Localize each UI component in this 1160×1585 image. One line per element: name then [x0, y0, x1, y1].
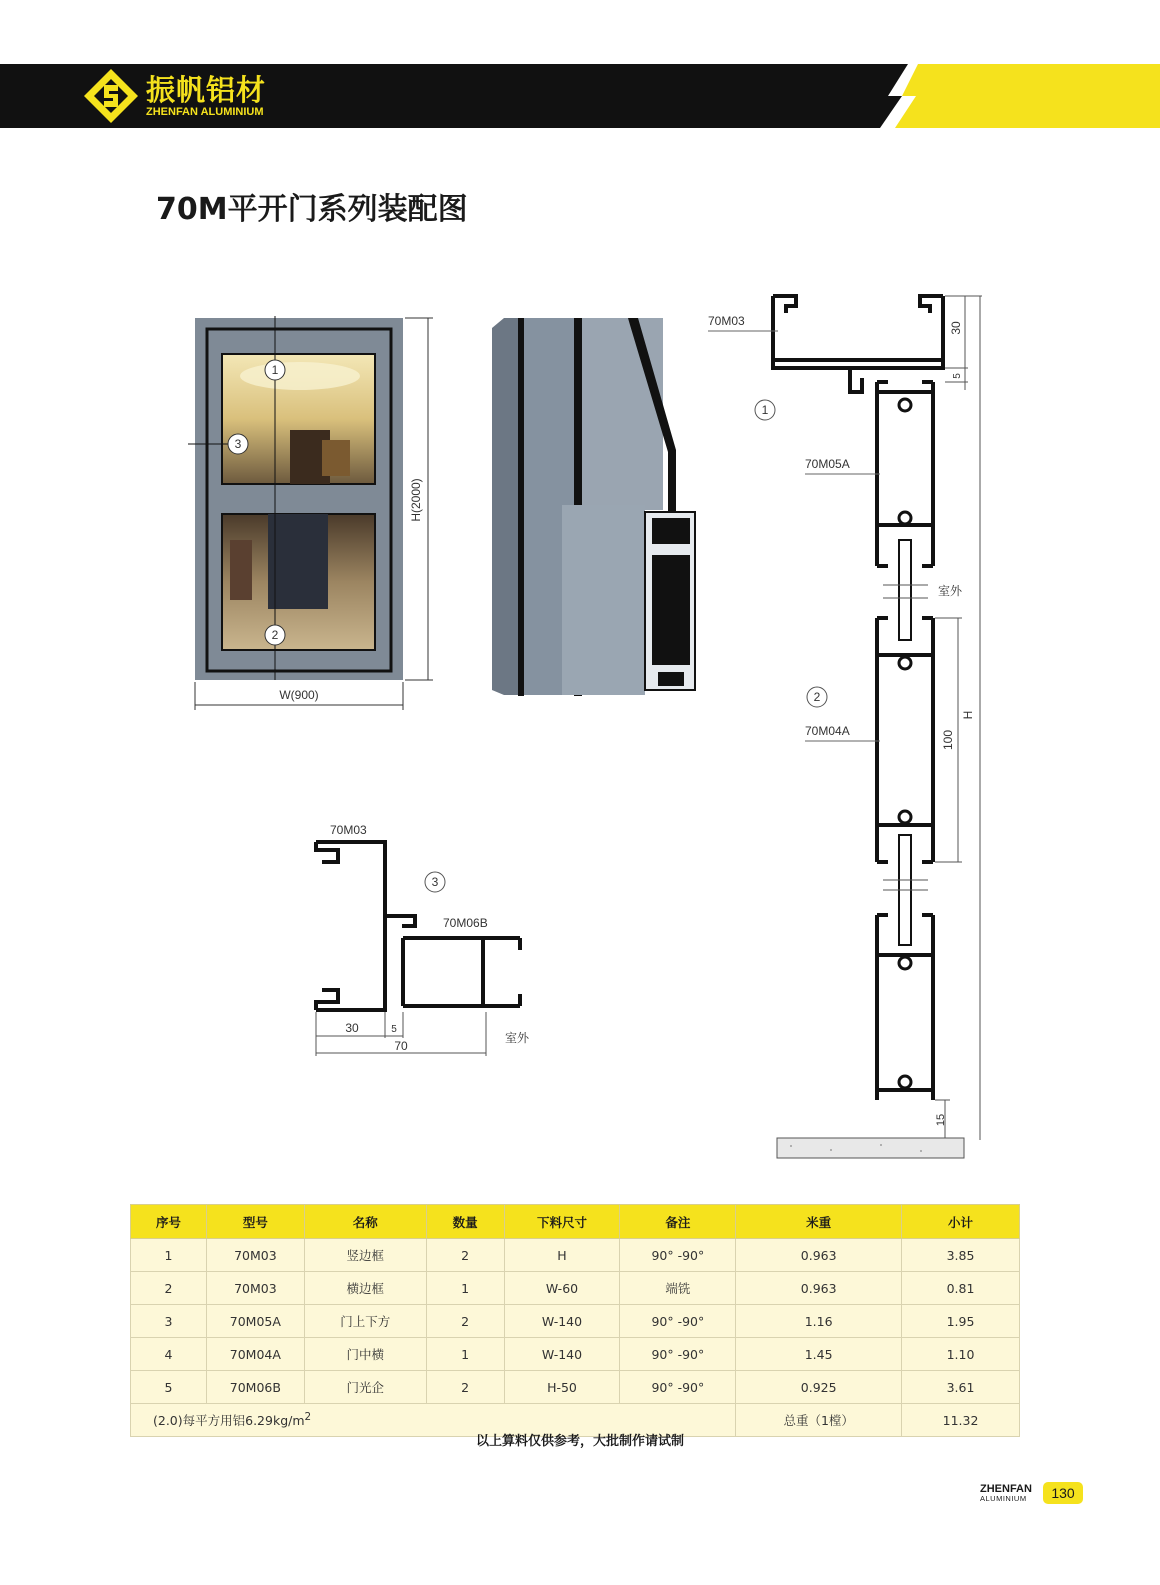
- total-weight-value: 11.32: [902, 1404, 1020, 1437]
- cell: 90° -90°: [620, 1305, 736, 1338]
- cell: W-140: [504, 1338, 620, 1371]
- header-index: 序号: [131, 1205, 207, 1239]
- dim-H-vertical: H: [961, 710, 975, 720]
- cell: 0.963: [736, 1272, 902, 1305]
- cell: 1.45: [736, 1338, 902, 1371]
- cell: H-50: [504, 1371, 620, 1404]
- cell: 1: [426, 1272, 504, 1305]
- door-elevation: [188, 316, 433, 710]
- table-row: [131, 1305, 1020, 1338]
- brand-name-cn: 振帆铝材: [146, 72, 267, 107]
- label-70M03-top: 70M03: [708, 314, 745, 328]
- label-70M05A: 70M05A: [805, 457, 850, 471]
- cell: 0.963: [736, 1239, 902, 1272]
- cell: 3: [131, 1305, 207, 1338]
- dim-5-vertical: 5: [952, 373, 963, 379]
- table-row: [131, 1272, 1020, 1305]
- outside-label-section3: 室外: [505, 1031, 530, 1045]
- footer-brand-sub: ALUMINIUM: [980, 1494, 1027, 1503]
- height-dimension: H(2000): [409, 478, 423, 522]
- table-row: [131, 1338, 1020, 1371]
- cell: 门上下方: [304, 1305, 426, 1338]
- footer-brand-name: ZHENFAN: [980, 1483, 1032, 1495]
- callout-2: 2: [271, 628, 279, 642]
- table-header-row: [131, 1205, 1020, 1239]
- dim-30-vertical: 30: [949, 321, 963, 335]
- header-cut-size: 下料尺寸: [504, 1205, 620, 1239]
- cell: 2: [426, 1305, 504, 1338]
- profile-3d-view: [492, 318, 695, 696]
- dim-15-vertical: 15: [935, 1113, 947, 1127]
- aluminium-usage-text: (2.0)每平方用铝6.29kg/m: [153, 1413, 305, 1429]
- cell: 1.10: [902, 1338, 1020, 1371]
- dim-30-horizontal: 30: [345, 1021, 359, 1035]
- cell: 4: [131, 1338, 207, 1371]
- section3-callout: 3: [431, 875, 439, 889]
- header-name: 名称: [304, 1205, 426, 1239]
- cell: H: [504, 1239, 620, 1272]
- label-70M06B: 70M06B: [443, 916, 488, 930]
- total-weight-label: 总重（1樘）: [736, 1404, 902, 1437]
- material-table: [130, 1204, 1020, 1437]
- header-remark: 备注: [620, 1205, 736, 1239]
- callout-1: 1: [271, 363, 279, 377]
- dim-100-vertical: 100: [941, 729, 955, 751]
- header-weight: 米重: [736, 1205, 902, 1239]
- cell: W-60: [504, 1272, 620, 1305]
- dim-5-horizontal: 5: [391, 1024, 397, 1035]
- cell: 70M05A: [206, 1305, 304, 1338]
- horizontal-section-3: [316, 823, 530, 1056]
- reference-note: 以上算料仅供参考，大批制作请试制: [475, 1434, 684, 1449]
- cell: 3.61: [902, 1371, 1020, 1404]
- cell: 横边框: [304, 1272, 426, 1305]
- cell: 70M03: [206, 1272, 304, 1305]
- cell: 5: [131, 1371, 207, 1404]
- cell: 2: [131, 1272, 207, 1305]
- cell: 70M04A: [206, 1338, 304, 1371]
- aluminium-usage-sup: 2: [304, 1410, 312, 1423]
- cell: W-140: [504, 1305, 620, 1338]
- cell: 90° -90°: [620, 1338, 736, 1371]
- cell: 0.81: [902, 1272, 1020, 1305]
- floor: [777, 1138, 964, 1158]
- cell: 70M03: [206, 1239, 304, 1272]
- cell: 竖边框: [304, 1239, 426, 1272]
- section-callout-2: 2: [813, 690, 821, 704]
- label-70M04A: 70M04A: [805, 724, 850, 738]
- table-row: [131, 1239, 1020, 1272]
- section-callout-1: 1: [761, 403, 769, 417]
- page-title: 70M平开门系列装配图: [156, 192, 468, 227]
- label-70M03-side: 70M03: [330, 823, 367, 837]
- page-number: 130: [1043, 1482, 1083, 1504]
- header-model: 型号: [206, 1205, 304, 1239]
- dim-70-horizontal: 70: [394, 1039, 408, 1053]
- cell: 端铣: [620, 1272, 736, 1305]
- cell: 90° -90°: [620, 1239, 736, 1272]
- cell: 0.925: [736, 1371, 902, 1404]
- cell: 门中横: [304, 1338, 426, 1371]
- cell: 90° -90°: [620, 1371, 736, 1404]
- footer-brand: [980, 1484, 1032, 1504]
- header-qty: 数量: [426, 1205, 504, 1239]
- table-row: [131, 1371, 1020, 1404]
- brand-name-en: ZHENFAN ALUMINIUM: [146, 105, 264, 118]
- cell: 1: [131, 1239, 207, 1272]
- header-subtotal: 小计: [902, 1205, 1020, 1239]
- cell: 3.85: [902, 1239, 1020, 1272]
- cell: 2: [426, 1239, 504, 1272]
- vertical-section: [708, 296, 982, 1158]
- cell: 70M06B: [206, 1371, 304, 1404]
- cell: 2: [426, 1371, 504, 1404]
- cell: 1.16: [736, 1305, 902, 1338]
- width-dimension: W(900): [279, 688, 319, 702]
- cell: 1: [426, 1338, 504, 1371]
- cell: 门光企: [304, 1371, 426, 1404]
- cell: 1.95: [902, 1305, 1020, 1338]
- callout-3: 3: [234, 437, 242, 451]
- outside-label-section1: 室外: [938, 584, 963, 598]
